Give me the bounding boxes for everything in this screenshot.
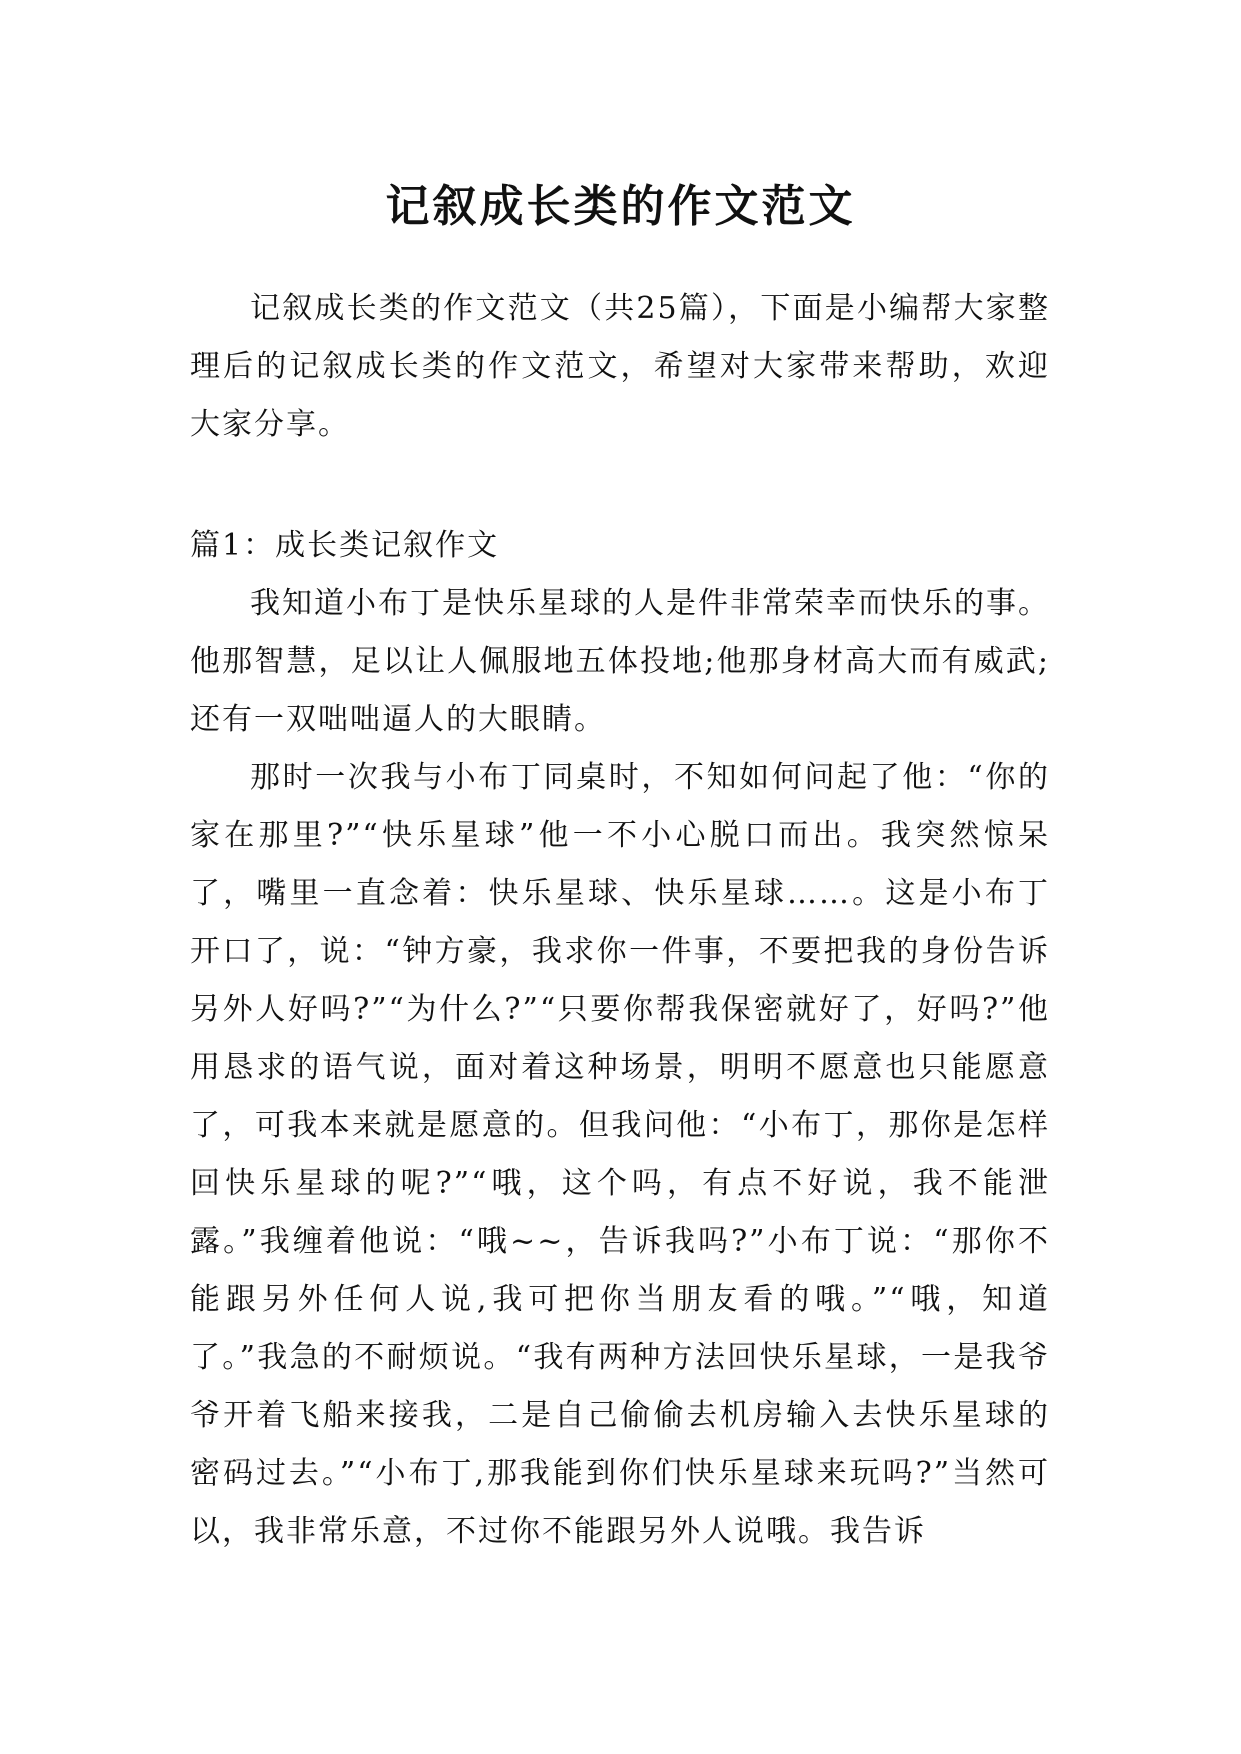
article-paragraph-1: 我知道小布丁是快乐星球的人是件非常荣幸而快乐的事。他那智慧，足以让人佩服地五体投地;他那身材高大而有威武;还有一双咄咄逼人的大眼睛。	[190, 586, 1050, 737]
intro-paragraph: 记叙成长类的作文范文（共25篇），下面是小编帮大家整理后的记叙成长类的作文范文，希望对大家带来帮助，欢迎大家分享。	[190, 291, 1050, 442]
intro-block	[190, 280, 1050, 454]
document-title: 记叙成长类的作文范文	[385, 181, 856, 233]
article-body	[190, 575, 1050, 1561]
section-heading: 篇1：成长类记叙作文	[190, 528, 500, 563]
article-paragraph-2: 那时一次我与小布丁同桌时，不知如何问起了他：“你的家在那里?”“快乐星球”他一不小心脱口而出。我突然惊呆了，嘴里一直念着：快乐星球、快乐星球……。这是小布丁开口了，说：“钟方豪，我求你一件事，不要把我的身份告诉另外人好吗?”“为什么?”“只要你帮我保密就好了，好吗?”他用恳求的语气说，面对着这种场景，明明不愿意也只能愿意了，可我本来就是愿意的。但我问他：“小布丁，那你是怎样回快乐星球的呢?”“哦，这个吗，有点不好说，我不能泄露。”我缠着他说：“哦~~，告诉我吗?”小布丁说：“那你不能跟另外任何人说,我可把你当朋友看的哦。”“哦，知道了。”我急的不耐烦说。“我有两种方法回快乐星球，一是我爷爷开着飞船来接我，二是自己偷偷去机房输入去快乐星球的密码过去。”“小布丁,那我能到你们快乐星球来玩吗?”当然可以，我非常乐意，不过你不能跟另外人说哦。我告诉	[190, 760, 1050, 1549]
